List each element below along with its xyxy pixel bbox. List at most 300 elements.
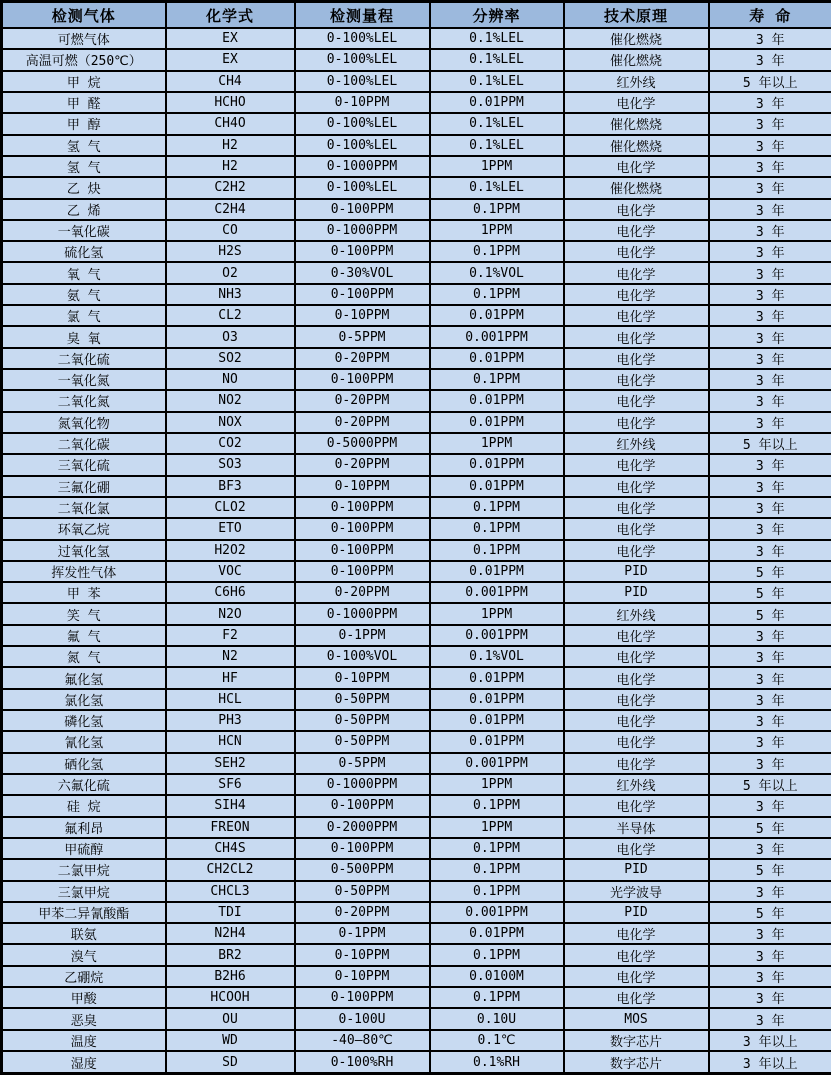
cell-lifespan: 3 年 [709, 326, 831, 347]
cell-range: 0-100%LEL [295, 71, 430, 92]
table-row [2, 284, 831, 305]
cell-range: 0-1000PPM [295, 156, 430, 177]
cell-resolution: 0.0100M [430, 966, 564, 987]
table-body [2, 28, 831, 1074]
cell-resolution: 1PPM [430, 220, 564, 241]
cell-range: 0-100PPM [295, 795, 430, 816]
cell-principle: 电化学 [564, 497, 709, 518]
cell-lifespan: 3 年 [709, 412, 831, 433]
cell-gas: 二氧化氮 [2, 390, 166, 411]
cell-gas: 三氟化硼 [2, 476, 166, 497]
cell-gas: 笑 气 [2, 603, 166, 624]
cell-formula: CH4S [166, 838, 295, 859]
cell-formula: HCN [166, 731, 295, 752]
cell-principle: 催化燃烧 [564, 135, 709, 156]
table-row [2, 326, 831, 347]
cell-gas: 一氧化氮 [2, 369, 166, 390]
cell-lifespan: 3 年 [709, 28, 831, 49]
cell-formula: HCHO [166, 92, 295, 113]
cell-lifespan: 3 年 [709, 838, 831, 859]
table-row [2, 646, 831, 667]
cell-lifespan: 3 年 [709, 497, 831, 518]
cell-gas: 氮氧化物 [2, 412, 166, 433]
cell-resolution: 0.1%VOL [430, 646, 564, 667]
table-row [2, 795, 831, 816]
cell-lifespan: 3 年 [709, 369, 831, 390]
cell-principle: 电化学 [564, 262, 709, 283]
cell-principle: 电化学 [564, 753, 709, 774]
table-row [2, 923, 831, 944]
cell-formula: B2H6 [166, 966, 295, 987]
cell-resolution: 0.01PPM [430, 390, 564, 411]
cell-resolution: 1PPM [430, 817, 564, 838]
table-row [2, 390, 831, 411]
cell-range: 0-1PPM [295, 625, 430, 646]
cell-gas: 氰化氢 [2, 731, 166, 752]
cell-formula: CO2 [166, 433, 295, 454]
table-header [2, 2, 831, 29]
cell-principle: 半导体 [564, 817, 709, 838]
cell-gas: 恶臭 [2, 1008, 166, 1029]
cell-gas: 氯 气 [2, 305, 166, 326]
cell-formula: EX [166, 28, 295, 49]
cell-formula: OU [166, 1008, 295, 1029]
cell-gas: 一氧化碳 [2, 220, 166, 241]
cell-gas: 联氨 [2, 923, 166, 944]
cell-gas: 甲 醇 [2, 113, 166, 134]
table-row [2, 497, 831, 518]
column-header-formula: 化学式 [166, 2, 295, 29]
cell-lifespan: 3 年 [709, 220, 831, 241]
cell-lifespan: 3 年 [709, 241, 831, 262]
cell-resolution: 0.01PPM [430, 92, 564, 113]
cell-range: 0-100PPM [295, 199, 430, 220]
cell-lifespan: 3 年 [709, 49, 831, 70]
cell-principle: 电化学 [564, 454, 709, 475]
cell-principle: 电化学 [564, 476, 709, 497]
cell-gas: 氟化氢 [2, 667, 166, 688]
cell-lifespan: 3 年 [709, 625, 831, 646]
cell-range: 0-100PPM [295, 838, 430, 859]
cell-lifespan: 3 年 [709, 689, 831, 710]
cell-formula: HCOOH [166, 987, 295, 1008]
table-row [2, 582, 831, 603]
column-header-principle: 技术原理 [564, 2, 709, 29]
cell-principle: 红外线 [564, 433, 709, 454]
cell-range: 0-1000PPM [295, 603, 430, 624]
table-row [2, 966, 831, 987]
cell-range: 0-500PPM [295, 859, 430, 880]
table-row [2, 220, 831, 241]
cell-principle: 电化学 [564, 390, 709, 411]
cell-lifespan: 3 年 [709, 113, 831, 134]
cell-resolution: 0.001PPM [430, 326, 564, 347]
cell-resolution: 0.1%LEL [430, 177, 564, 198]
cell-gas: 臭 氧 [2, 326, 166, 347]
table-row [2, 49, 831, 70]
cell-lifespan: 3 年 [709, 305, 831, 326]
table-row [2, 135, 831, 156]
cell-range: 0-100%RH [295, 1051, 430, 1074]
cell-gas: 硒化氢 [2, 753, 166, 774]
cell-formula: H2S [166, 241, 295, 262]
table-row [2, 540, 831, 561]
cell-range: 0-30%VOL [295, 262, 430, 283]
cell-principle: PID [564, 561, 709, 582]
cell-resolution: 0.1%LEL [430, 135, 564, 156]
table-row [2, 625, 831, 646]
cell-range: 0-20PPM [295, 582, 430, 603]
cell-resolution: 0.1%LEL [430, 49, 564, 70]
column-header-range: 检测量程 [295, 2, 430, 29]
cell-lifespan: 3 年 [709, 156, 831, 177]
cell-formula: SEH2 [166, 753, 295, 774]
cell-resolution: 0.10U [430, 1008, 564, 1029]
cell-principle: 电化学 [564, 284, 709, 305]
cell-range: 0-100PPM [295, 561, 430, 582]
cell-resolution: 0.01PPM [430, 412, 564, 433]
cell-formula: NO [166, 369, 295, 390]
cell-principle: 电化学 [564, 518, 709, 539]
cell-resolution: 0.1%LEL [430, 71, 564, 92]
cell-gas: 氮 气 [2, 646, 166, 667]
cell-formula: C2H2 [166, 177, 295, 198]
table-row [2, 689, 831, 710]
cell-range: 0-10PPM [295, 305, 430, 326]
cell-lifespan: 3 年 [709, 987, 831, 1008]
table-row [2, 177, 831, 198]
cell-gas: 高温可燃（250℃） [2, 49, 166, 70]
cell-range: 0-1000PPM [295, 774, 430, 795]
table-row [2, 731, 831, 752]
cell-formula: CO [166, 220, 295, 241]
cell-formula: SF6 [166, 774, 295, 795]
cell-resolution: 0.01PPM [430, 667, 564, 688]
cell-range: 0-10PPM [295, 667, 430, 688]
cell-range: 0-100%LEL [295, 28, 430, 49]
cell-resolution: 0.01PPM [430, 923, 564, 944]
cell-gas: 湿度 [2, 1051, 166, 1074]
cell-range: 0-100PPM [295, 497, 430, 518]
cell-resolution: 0.01PPM [430, 476, 564, 497]
cell-lifespan: 3 年 [709, 348, 831, 369]
cell-formula: H2 [166, 156, 295, 177]
cell-gas: 温度 [2, 1030, 166, 1051]
cell-formula: FREON [166, 817, 295, 838]
cell-principle: 电化学 [564, 156, 709, 177]
cell-range: 0-100PPM [295, 369, 430, 390]
cell-resolution: 1PPM [430, 156, 564, 177]
cell-range: 0-100%VOL [295, 646, 430, 667]
cell-principle: PID [564, 902, 709, 923]
cell-principle: 电化学 [564, 944, 709, 965]
cell-formula: SD [166, 1051, 295, 1074]
cell-gas: 氢 气 [2, 135, 166, 156]
cell-lifespan: 5 年 [709, 817, 831, 838]
cell-formula: ETO [166, 518, 295, 539]
cell-range: 0-50PPM [295, 689, 430, 710]
cell-lifespan: 3 年 [709, 454, 831, 475]
table-row [2, 518, 831, 539]
cell-gas: 三氯甲烷 [2, 881, 166, 902]
column-header-gas: 检测气体 [2, 2, 166, 29]
cell-range: 0-100PPM [295, 518, 430, 539]
cell-lifespan: 3 年以上 [709, 1051, 831, 1074]
cell-formula: O2 [166, 262, 295, 283]
cell-range: 0-50PPM [295, 710, 430, 731]
cell-gas: 二氧化硫 [2, 348, 166, 369]
cell-formula: CHCL3 [166, 881, 295, 902]
cell-principle: 红外线 [564, 603, 709, 624]
cell-lifespan: 5 年以上 [709, 774, 831, 795]
cell-lifespan: 3 年 [709, 540, 831, 561]
table-row [2, 881, 831, 902]
cell-gas: 环氧乙烷 [2, 518, 166, 539]
cell-principle: 电化学 [564, 241, 709, 262]
cell-range: 0-5PPM [295, 326, 430, 347]
cell-principle: 电化学 [564, 689, 709, 710]
cell-formula: HF [166, 667, 295, 688]
cell-resolution: 0.1℃ [430, 1030, 564, 1051]
cell-range: 0-20PPM [295, 348, 430, 369]
cell-lifespan: 3 年 [709, 966, 831, 987]
cell-resolution: 0.1%LEL [430, 28, 564, 49]
cell-principle: 电化学 [564, 710, 709, 731]
cell-principle: 电化学 [564, 987, 709, 1008]
cell-range: 0-20PPM [295, 454, 430, 475]
cell-range: 0-100PPM [295, 241, 430, 262]
cell-resolution: 0.001PPM [430, 582, 564, 603]
cell-formula: C2H4 [166, 199, 295, 220]
table-row [2, 412, 831, 433]
cell-resolution: 0.01PPM [430, 710, 564, 731]
cell-gas: 六氟化硫 [2, 774, 166, 795]
cell-range: 0-20PPM [295, 390, 430, 411]
cell-gas: 二氧化碳 [2, 433, 166, 454]
cell-range: 0-5PPM [295, 753, 430, 774]
cell-principle: PID [564, 582, 709, 603]
cell-gas: 乙 烯 [2, 199, 166, 220]
cell-formula: CH4O [166, 113, 295, 134]
cell-formula: EX [166, 49, 295, 70]
cell-formula: H2 [166, 135, 295, 156]
cell-gas: 甲 醛 [2, 92, 166, 113]
cell-lifespan: 5 年 [709, 582, 831, 603]
cell-lifespan: 3 年 [709, 262, 831, 283]
cell-gas: 氟 气 [2, 625, 166, 646]
cell-lifespan: 3 年 [709, 646, 831, 667]
table-row [2, 305, 831, 326]
cell-gas: 三氧化硫 [2, 454, 166, 475]
cell-formula: CLO2 [166, 497, 295, 518]
cell-range: 0-100%LEL [295, 113, 430, 134]
table-row [2, 710, 831, 731]
cell-formula: NH3 [166, 284, 295, 305]
cell-lifespan: 3 年 [709, 881, 831, 902]
cell-gas: 乙 炔 [2, 177, 166, 198]
cell-principle: 电化学 [564, 369, 709, 390]
cell-principle: 电化学 [564, 540, 709, 561]
cell-range: 0-10PPM [295, 966, 430, 987]
cell-principle: 数字芯片 [564, 1051, 709, 1074]
cell-principle: 电化学 [564, 795, 709, 816]
cell-principle: 电化学 [564, 92, 709, 113]
cell-gas: 甲硫醇 [2, 838, 166, 859]
table-row [2, 944, 831, 965]
cell-resolution: 0.001PPM [430, 625, 564, 646]
cell-principle: 催化燃烧 [564, 177, 709, 198]
cell-resolution: 0.1PPM [430, 497, 564, 518]
table-row [2, 454, 831, 475]
cell-resolution: 1PPM [430, 603, 564, 624]
table-row [2, 113, 831, 134]
cell-lifespan: 5 年 [709, 561, 831, 582]
cell-formula: SIH4 [166, 795, 295, 816]
cell-principle: PID [564, 859, 709, 880]
cell-principle: 电化学 [564, 923, 709, 944]
cell-gas: 氧 气 [2, 262, 166, 283]
cell-resolution: 0.1PPM [430, 540, 564, 561]
cell-principle: 电化学 [564, 199, 709, 220]
cell-gas: 甲酸 [2, 987, 166, 1008]
cell-lifespan: 3 年 [709, 476, 831, 497]
cell-range: 0-2000PPM [295, 817, 430, 838]
cell-lifespan: 3 年 [709, 710, 831, 731]
cell-principle: 电化学 [564, 667, 709, 688]
cell-range: 0-50PPM [295, 731, 430, 752]
table-row [2, 71, 831, 92]
cell-gas: 乙硼烷 [2, 966, 166, 987]
cell-formula: HCL [166, 689, 295, 710]
cell-range: 0-100%LEL [295, 49, 430, 70]
cell-principle: 电化学 [564, 625, 709, 646]
table-row [2, 28, 831, 49]
cell-lifespan: 3 年 [709, 923, 831, 944]
cell-lifespan: 5 年 [709, 603, 831, 624]
cell-resolution: 0.1%LEL [430, 113, 564, 134]
cell-formula: SO2 [166, 348, 295, 369]
cell-formula: O3 [166, 326, 295, 347]
cell-gas: 二氧化氯 [2, 497, 166, 518]
table-row [2, 1030, 831, 1051]
cell-range: 0-10PPM [295, 944, 430, 965]
table-row [2, 1051, 831, 1074]
cell-lifespan: 3 年 [709, 667, 831, 688]
cell-range: 0-100PPM [295, 540, 430, 561]
cell-range: 0-100%LEL [295, 135, 430, 156]
table-row [2, 369, 831, 390]
cell-resolution: 0.1PPM [430, 369, 564, 390]
cell-lifespan: 3 年 [709, 177, 831, 198]
cell-resolution: 1PPM [430, 433, 564, 454]
table-row [2, 817, 831, 838]
cell-principle: 电化学 [564, 731, 709, 752]
cell-lifespan: 3 年 [709, 199, 831, 220]
cell-principle: 电化学 [564, 348, 709, 369]
cell-range: 0-100U [295, 1008, 430, 1029]
cell-gas: 二氯甲烷 [2, 859, 166, 880]
cell-principle: 电化学 [564, 326, 709, 347]
cell-range: 0-20PPM [295, 412, 430, 433]
table-row [2, 561, 831, 582]
table-row [2, 603, 831, 624]
cell-gas: 氯化氢 [2, 689, 166, 710]
cell-resolution: 0.1PPM [430, 199, 564, 220]
cell-formula: NOX [166, 412, 295, 433]
table-row [2, 92, 831, 113]
cell-formula: CL2 [166, 305, 295, 326]
cell-formula: N2 [166, 646, 295, 667]
table-row [2, 348, 831, 369]
cell-lifespan: 3 年 [709, 795, 831, 816]
cell-principle: 光学波导 [564, 881, 709, 902]
cell-formula: C6H6 [166, 582, 295, 603]
cell-resolution: 0.1PPM [430, 838, 564, 859]
cell-lifespan: 3 年 [709, 284, 831, 305]
cell-principle: 催化燃烧 [564, 28, 709, 49]
cell-resolution: 0.1PPM [430, 795, 564, 816]
cell-formula: N2H4 [166, 923, 295, 944]
column-header-lifespan: 寿 命 [709, 2, 831, 29]
cell-formula: H2O2 [166, 540, 295, 561]
cell-gas: 磷化氢 [2, 710, 166, 731]
cell-gas: 甲 烷 [2, 71, 166, 92]
cell-formula: TDI [166, 902, 295, 923]
cell-resolution: 0.1%RH [430, 1051, 564, 1074]
cell-resolution: 0.1PPM [430, 881, 564, 902]
cell-principle: 电化学 [564, 305, 709, 326]
cell-gas: 氟利昂 [2, 817, 166, 838]
cell-range: 0-1PPM [295, 923, 430, 944]
cell-formula: F2 [166, 625, 295, 646]
cell-lifespan: 3 年以上 [709, 1030, 831, 1051]
cell-resolution: 0.001PPM [430, 753, 564, 774]
cell-formula: CH4 [166, 71, 295, 92]
cell-principle: MOS [564, 1008, 709, 1029]
cell-range: 0-50PPM [295, 881, 430, 902]
cell-formula: SO3 [166, 454, 295, 475]
cell-resolution: 0.1%VOL [430, 262, 564, 283]
cell-resolution: 1PPM [430, 774, 564, 795]
cell-range: 0-100PPM [295, 987, 430, 1008]
cell-gas: 挥发性气体 [2, 561, 166, 582]
cell-principle: 红外线 [564, 71, 709, 92]
cell-principle: 数字芯片 [564, 1030, 709, 1051]
cell-principle: 红外线 [564, 774, 709, 795]
header-row [2, 2, 831, 29]
cell-formula: CH2CL2 [166, 859, 295, 880]
cell-formula: BR2 [166, 944, 295, 965]
cell-resolution: 0.1PPM [430, 987, 564, 1008]
table-row [2, 433, 831, 454]
cell-lifespan: 5 年以上 [709, 71, 831, 92]
cell-principle: 电化学 [564, 220, 709, 241]
cell-resolution: 0.1PPM [430, 944, 564, 965]
cell-formula: VOC [166, 561, 295, 582]
table-row [2, 859, 831, 880]
cell-resolution: 0.1PPM [430, 518, 564, 539]
cell-resolution: 0.01PPM [430, 454, 564, 475]
cell-gas: 硅 烷 [2, 795, 166, 816]
table-row [2, 241, 831, 262]
cell-lifespan: 3 年 [709, 1008, 831, 1029]
cell-resolution: 0.01PPM [430, 561, 564, 582]
cell-resolution: 0.01PPM [430, 689, 564, 710]
cell-principle: 电化学 [564, 646, 709, 667]
cell-gas: 甲苯二异氰酸酯 [2, 902, 166, 923]
cell-lifespan: 5 年 [709, 902, 831, 923]
cell-resolution: 0.01PPM [430, 348, 564, 369]
